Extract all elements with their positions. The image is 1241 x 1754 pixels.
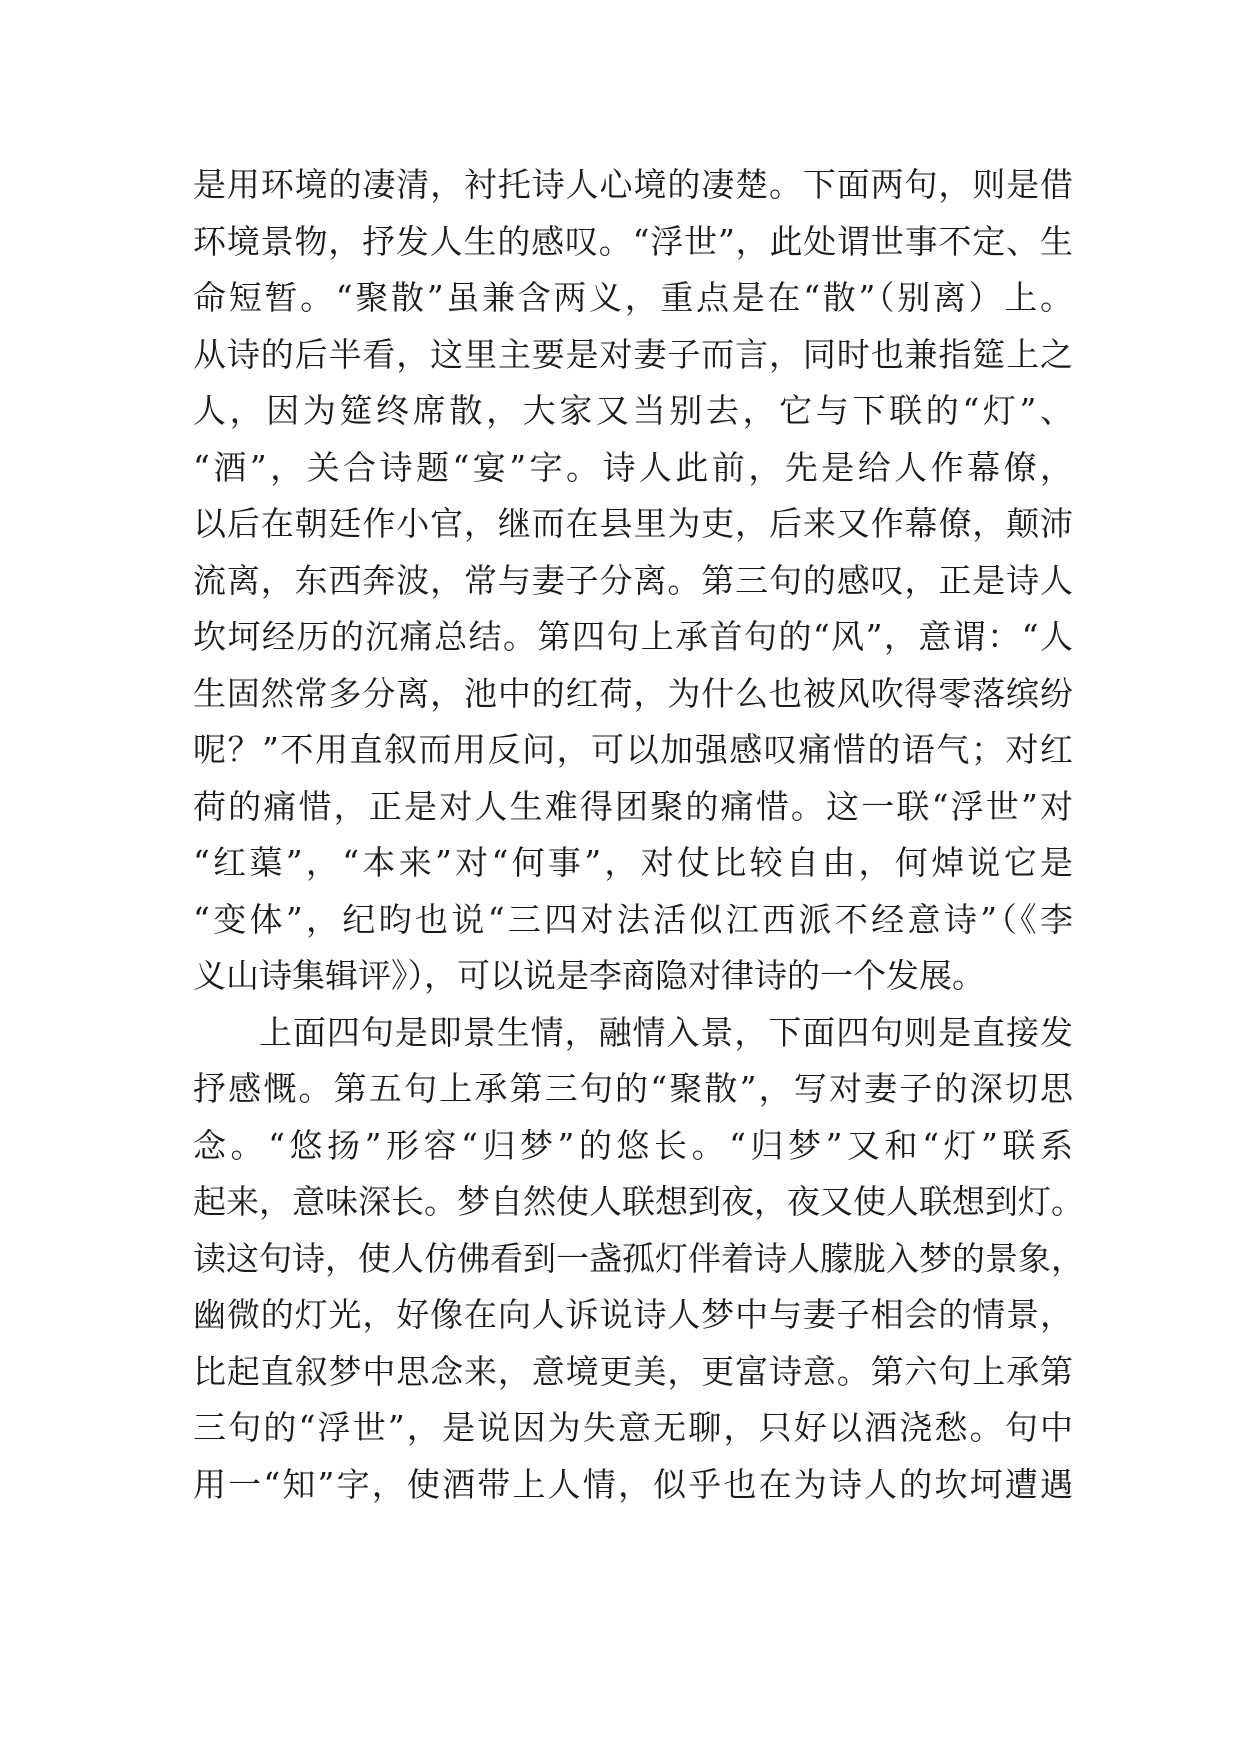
text-line: “酒”，关合诗题“宴”字。诗人此前，先是给人作幕僚， xyxy=(193,447,1073,487)
text-line: 人，因为筵终席散，大家又当别去，它与下联的“灯”、 xyxy=(193,391,1073,430)
paragraph-2 xyxy=(193,1005,1084,1514)
text-line: 念。“悠扬”形容“归梦”的悠长。“归梦”又和“灯”联系 xyxy=(193,1125,1073,1165)
text-line: 环境景物，抒发人生的感叹。“浮世”，此处谓世事不定、生 xyxy=(193,221,1073,261)
text-line: 流离，东西奔波，常与妻子分离。第三句的感叹，正是诗人 xyxy=(193,560,1073,600)
text-line: 上面四句是即景生情，融情入景，下面四句则是直接发 xyxy=(259,1012,1073,1052)
text-line: 荷的痛惜，正是对人生难得团聚的痛惜。这一联“浮世”对 xyxy=(193,786,1073,826)
body-text xyxy=(193,157,1084,1513)
text-line: 幽微的灯光，好像在向人诉说诗人梦中与妻子相会的情景， xyxy=(193,1295,1073,1334)
text-line: 从诗的后半看，这里主要是对妻子而言，同时也兼指筵上之 xyxy=(193,334,1073,374)
text-line: 义山诗集辑评》），可以说是李商隐对律诗的一个发展。 xyxy=(193,956,985,995)
text-line: 命短暂。“聚散”虽兼含两义，重点是在“散”（别离）上。 xyxy=(193,278,1073,317)
text-line: 用一“知”字，使酒带上人情，似乎也在为诗人的坎坷遭遇 xyxy=(193,1464,1073,1504)
text-line: 三句的“浮世”，是说因为失意无聊，只好以酒浇愁。句中 xyxy=(193,1408,1073,1447)
text-line: 以后在朝廷作小官，继而在县里为吏，后来又作幕僚，颠沛 xyxy=(193,504,1073,543)
text-line: “红蕖”，“本来”对“何事”，对仗比较自由，何焯说它是 xyxy=(193,843,1073,882)
text-line: “变体”，纪昀也说“三四对法活似江西派不经意诗”（《李 xyxy=(193,899,1073,939)
text-line: 生固然常多分离，池中的红荷，为什么也被风吹得零落缤纷 xyxy=(193,673,1073,713)
text-line: 读这句诗，使人仿佛看到一盏孤灯伴着诗人朦胧入梦的景象， xyxy=(193,1238,1084,1278)
text-line: 呢？”不用直叙而用反问，可以加强感叹痛惜的语气；对红 xyxy=(193,730,1073,769)
text-line: 是用环境的凄清，衬托诗人心境的凄楚。下面两句，则是借 xyxy=(193,165,1073,204)
text-line: 比起直叙梦中思念来，意境更美，更富诗意。第六句上承第 xyxy=(193,1351,1073,1391)
text-line: 起来，意味深长。梦自然使人联想到夜，夜又使人联想到灯。 xyxy=(193,1182,1084,1221)
text-line: 抒感慨。第五句上承第三句的“聚散”，写对妻子的深切思 xyxy=(193,1069,1073,1108)
paragraph-1 xyxy=(193,157,1073,1005)
text-line: 坎坷经历的沉痛总结。第四句上承首句的“风”，意谓：“人 xyxy=(193,617,1073,656)
